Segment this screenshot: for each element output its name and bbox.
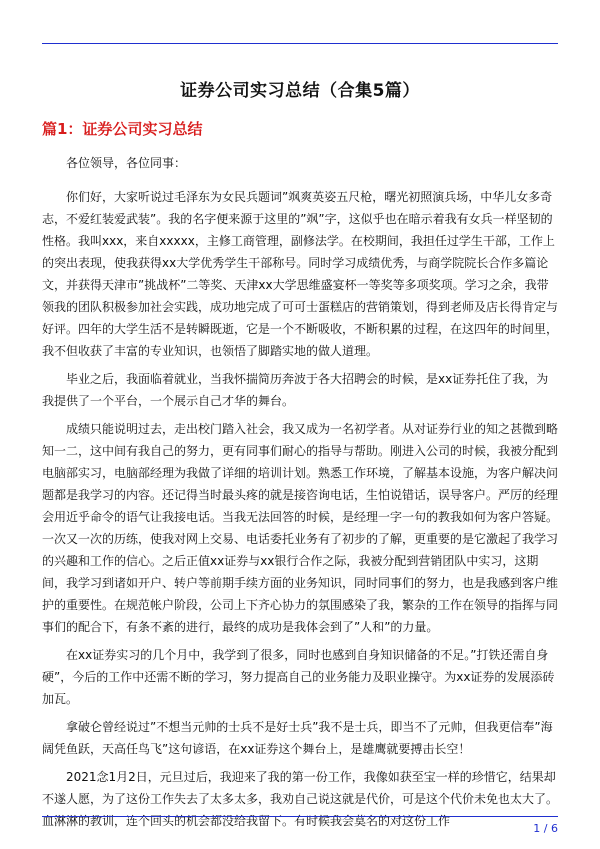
paragraph: 毕业之后，我面临着就业，当我怀揣简历奔波于各大招聘会的时候，是xx证券托住了我，为我提供了一个平台，一个展示自己才华的舞台。 bbox=[42, 372, 549, 408]
section-heading: 篇1：证券公司实习总结 bbox=[42, 120, 203, 138]
document-title: 证券公司实习总结（合集5篇） bbox=[180, 81, 420, 101]
footer-rule bbox=[42, 816, 558, 817]
paragraph: 你们好，大家听说过毛泽东为女民兵题词”飒爽英姿五尺枪，曙光初照演兵场，中华儿女多奇志，不爱红装爱武装”。我的名字便来源于这里的”飒”字，这似乎也在暗示着我有女兵一样坚韧的性格。我叫xxx，来自xxxxx，主修工商管理，副修法学。在校期间，我担任过学生干部，工作上的突出表现，使我获得xx大学优秀学生干部称号。同时学习成绩优秀，与商学院院长合作多篇论文，并获得天津市”挑战杯”二等奖、天津xx大学思维盛宴杯一等奖等多项奖项。学习之余，我带领我的团队积极参加社会实践，成功地完成了可可士蛋糕店的营销策划，得到老师及店长得肯定与好评。四年的大学生活不是转瞬既逝，它是一个不断吸收，不断积累的过程，在这四年的时间里，我不但收获了丰富的专业知识，也领悟了脚踏实地的做人道理。 bbox=[42, 190, 559, 358]
paragraph: 拿破仑曾经说过”不想当元帅的士兵不是好士兵”我不是士兵，即当不了元帅，但我更信奉”海阔凭鱼跃，天高任鸟飞”这句谚语，在xx证券这个舞台上，是雄鹰就要搏击长空！ bbox=[42, 720, 553, 756]
document-body bbox=[42, 152, 558, 838]
header-rule bbox=[42, 43, 558, 44]
greeting: 各位领导，各位同事： bbox=[66, 156, 187, 170]
paragraph: 2021念1月2日，元旦过后，我迎来了我的第一份工作，我像如获至宝一样的珍惜它，结果却不遂人愿，为了这份工作失去了太多太多，我劝自己说这就是代价，可是这个代价未免也太大了。血淋淋的教训，连个回头的机会都没给我留下。有时候我会莫名的对这份工作 bbox=[42, 770, 559, 828]
paragraph: 在xx证券实习的几个月中，我学到了很多，同时也感到自身知识储备的不足。”打铁还需自身硬”，今后的工作中还需不断的学习，努力提高自己的业务能力及职业操守。为xx证券的发展添砖加瓦。 bbox=[42, 648, 555, 706]
paragraph: 成绩只能说明过去，走出校门踏入社会，我又成为一名初学者。从对证券行业的知之甚微到略知一二，这中间有我自己的努力，更有同事们耐心的指导与帮助。刚进入公司的时候，我被分配到电脑部实习，电脑部经理为我做了详细的培训计划。熟悉工作环境，了解基本设施，为客户解决问题都是我学习的内容。还记得当时最头疼的就是接咨询电话，生怕说错话，误导客户。严厉的经理会用近乎命令的语气让我接电话。当我无法回答的时候，是经理一字一句的教我如何为客户答疑。一次又一次的历练，使我对网上交易、电话委托业务有了初步的了解，更重要的是它激起了我学习的兴趣和工作的信心。之后正值xx证券与xx银行合作之际，我被分配到营销团队中实习，这期间，我学习到诸如开户、转户等前期手续方面的业务知识，同时同事们的努力，也是我感到客户维护的重要性。在规范帐户阶段，公司上下齐心协力的氛围感染了我，繁杂的工作在领导的指挥与同事们的配合下，有条不紊的进行，最终的成功是我体会到了”人和”的力量。 bbox=[42, 422, 559, 634]
page-number: 1 / 6 bbox=[533, 822, 558, 835]
